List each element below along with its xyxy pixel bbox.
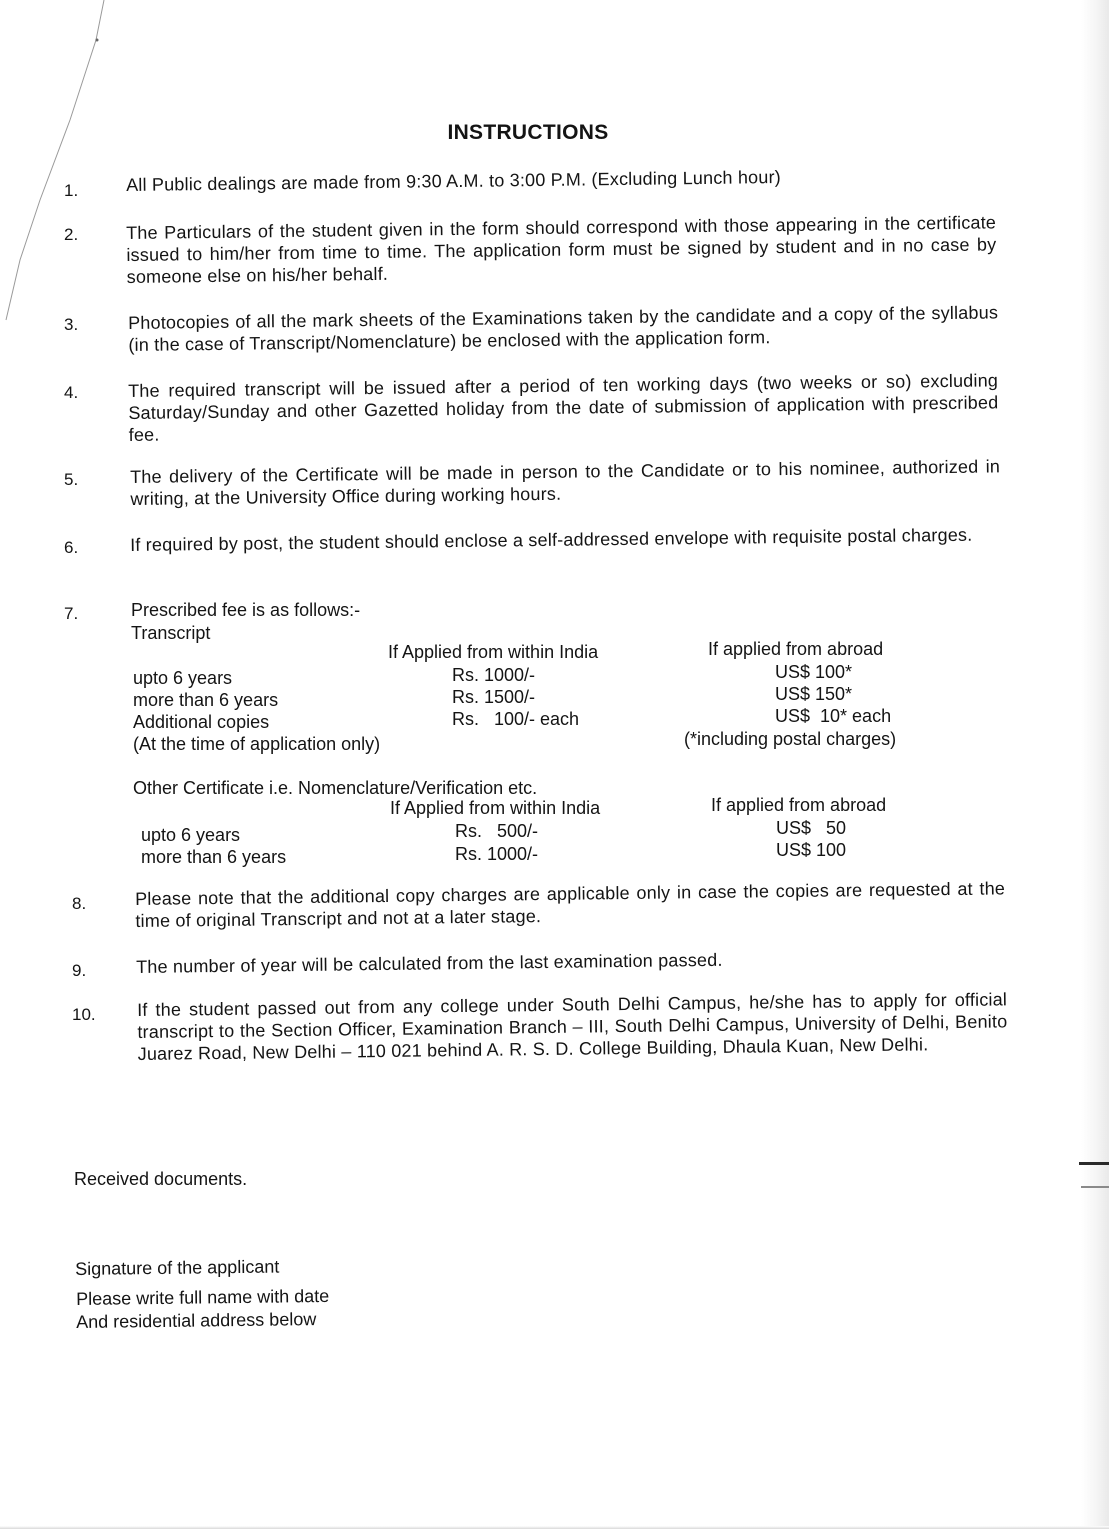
item-number: 9. xyxy=(72,961,87,980)
instruction-text: The Particulars of the student given in the form should correspond with those appearing in the certificate issued to him/her from time to time. The application form must be signed by student and in no case by someone else on his/her behalf. xyxy=(126,212,997,287)
address-label: And residential address below xyxy=(76,1309,317,1332)
fee-india-value: Rs. 500/- xyxy=(455,821,539,841)
fee-note-right: (*including postal charges) xyxy=(684,729,897,749)
scan-margin-line xyxy=(0,0,120,330)
instruction-text: Photocopies of all the mark sheets of the Examinations taken by the candidate and a copy of the syllabus (in the case of Transcript/Nomenclature) be enclosed with the application form. xyxy=(128,302,999,355)
instruction-text: The number of year will be calculated from the last examination passed. xyxy=(136,949,723,977)
scan-right-mark-light xyxy=(1081,1186,1109,1188)
fee-row-label: Additional copies xyxy=(133,712,270,732)
transcript-heading: Transcript xyxy=(131,623,211,643)
fee-row-label: upto 6 years xyxy=(133,668,233,688)
fee-abroad-value: US$ 100* xyxy=(775,662,853,682)
instruction-text: The delivery of the Certificate will be made in person to the Candidate or to his nominee, authorized in writing, at the University Office during working hours. xyxy=(130,456,1001,509)
fee-note-left: (At the time of application only) xyxy=(133,734,381,754)
col-header-india: If Applied from within India xyxy=(388,642,599,662)
other-cert-heading: Other Certificate i.e. Nomenclature/Verification etc. xyxy=(133,778,538,798)
fee-india-value: Rs. 1000/- xyxy=(452,665,536,685)
item-number: 10. xyxy=(72,1005,96,1024)
fee-abroad-value: US$ 100 xyxy=(776,840,847,860)
item-number: 5. xyxy=(64,470,79,489)
fee-india-value: Rs. 100/- each xyxy=(452,709,580,729)
signature-label: Signature of the applicant xyxy=(75,1256,280,1279)
item-number: 8. xyxy=(72,894,87,913)
instruction-text: The required transcript will be issued after a period of ten working days (two weeks or so) excluding Saturday/Sunday and other Gazetted holiday from the date of submission of application with prescribed fee. xyxy=(128,370,999,445)
instruction-text: Please note that the additional copy charges are applicable only in case the copies are requested at the time of original Transcript and not at a later stage. xyxy=(135,878,1006,931)
item-number: 6. xyxy=(64,538,79,557)
instruction-text: All Public dealings are made from 9:30 A.M. to 3:00 P.M. (Excluding Lunch hour) xyxy=(126,167,782,195)
item-number: 1. xyxy=(64,181,79,200)
fee-row-label: more than 6 years xyxy=(141,847,287,867)
instruction-text: If required by post, the student should enclose a self-addressed envelope with requisite postal charges. xyxy=(130,524,973,555)
scan-right-mark xyxy=(1079,1162,1109,1165)
fee-abroad-value: US$ 150* xyxy=(775,684,853,704)
col-header-abroad: If applied from abroad xyxy=(708,639,884,659)
fullname-label: Please write full name with date xyxy=(76,1285,330,1309)
fee-abroad-value: US$ 50 xyxy=(776,818,847,838)
item-number: 3. xyxy=(64,315,79,334)
fee-intro: Prescribed fee is as follows:- xyxy=(131,600,361,620)
item-number: 7. xyxy=(64,604,79,623)
fee-abroad-value: US$ 10* each xyxy=(775,706,892,726)
scan-right-edge xyxy=(1081,0,1109,1529)
fee-india-value: Rs. 1500/- xyxy=(452,687,536,707)
instruction-text: If the student passed out from any college under South Delhi Campus, he/she has to apply for official transcript to the Section Officer, Examination Branch – III, South Delhi Campus, University of Delhi, Benito Juarez Road, New Delhi – 110 021 behind A. R. S. D. College Building, Dhaula Kuan, New Delhi. xyxy=(137,989,1008,1064)
col-header-abroad: If applied from abroad xyxy=(711,795,887,815)
fee-india-value: Rs. 1000/- xyxy=(455,844,539,864)
received-documents: Received documents. xyxy=(74,1169,248,1189)
item-number: 2. xyxy=(64,225,79,244)
fee-row-label: upto 6 years xyxy=(141,825,241,845)
fee-row-label: more than 6 years xyxy=(133,690,279,710)
col-header-india: If Applied from within India xyxy=(390,798,601,818)
item-number: 4. xyxy=(64,383,79,402)
page-title: INSTRUCTIONS xyxy=(447,121,609,144)
